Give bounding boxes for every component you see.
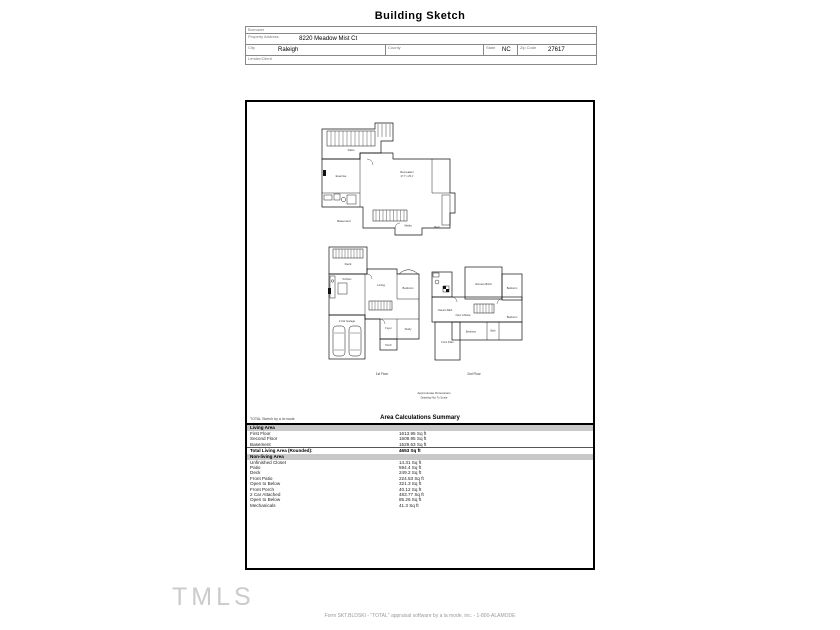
software-branding: TOTAL Sketch by a la mode (250, 417, 295, 421)
basement-plan (322, 123, 455, 235)
first-floor-caption: 1st Floor (375, 372, 389, 376)
row-value: 1529.53 Sq ft (399, 441, 427, 447)
row-value: 41.3 Sq ft (399, 502, 419, 508)
basement-main-dims: 27.7' x 25.1' (400, 175, 414, 178)
second-bath-label: Bath (490, 329, 496, 333)
row-label: Unfinished Closet (250, 459, 287, 465)
total-value: 4653 Sq ft (399, 447, 421, 453)
city-cell (246, 45, 386, 55)
row-label: Deck (250, 470, 261, 476)
zip-value: 27617 (548, 47, 565, 53)
row-value: 85.26 Sq ft (399, 497, 422, 503)
row-label: Mechanicals (250, 502, 276, 508)
first-kitchen-label: Kitchen (342, 278, 352, 281)
row-value: 1509.95 Sq ft (399, 436, 427, 442)
second-open-below-label: Open to Below (455, 315, 471, 317)
nonliving-area-header: Non-living Area (247, 454, 593, 460)
property-address-label: Property Address (248, 34, 279, 39)
city-value: Raleigh (278, 47, 299, 53)
row-value: 321.3 Sq ft (399, 481, 422, 487)
row-label: 2 Car Attached (250, 491, 281, 497)
county-cell (386, 45, 484, 55)
state-label: State (486, 45, 496, 50)
tmls-watermark: TMLS (172, 583, 255, 611)
basement-left-room-label: Exercise (335, 174, 347, 178)
state-value: NC (502, 47, 511, 53)
row-label: Patio (250, 464, 261, 470)
lender-row (246, 56, 596, 64)
summary-headline (247, 415, 593, 423)
second-bedroom-br-label: Bedroom (506, 316, 518, 319)
second-bedroom-tr-label: Bedroom (506, 287, 518, 290)
first-floor-plan (328, 247, 419, 376)
city-state-zip-row (246, 45, 596, 56)
second-owners-bdrm-label: Owners Bdrm (474, 282, 493, 286)
county-label: County (388, 45, 401, 50)
first-foyer-label: Foyer (385, 327, 392, 330)
row-value: 594.4 Sq ft (399, 464, 422, 470)
lender-label: Lender/Client (248, 56, 272, 61)
row-label: First Floor (250, 430, 271, 436)
row-label: Open to Below (250, 481, 281, 487)
row-value: 1613.95 Sq ft (399, 430, 427, 436)
property-info-table (245, 26, 597, 65)
row-value: 224.53 Sq ft (399, 475, 424, 481)
first-deck-label: Deck (344, 262, 352, 266)
sketch-disclaimer-1: Approximate Dimensions (417, 391, 451, 395)
second-floor-plan (432, 267, 522, 376)
summary-title: Area Calculations Summary (380, 415, 460, 421)
second-bedroom-b-label: Bedroom (465, 330, 477, 334)
nonliving-row-mechanicals (247, 503, 593, 508)
sketch-area (245, 100, 595, 570)
total-label: Total Living Area (Rounded): (250, 447, 313, 453)
first-porch-label: Porch (385, 344, 392, 347)
living-area-header: Living Area (247, 425, 593, 431)
second-front-patio-label: Front Patio (441, 341, 454, 344)
row-label: Front Porch (250, 486, 274, 492)
basement-media-label: Media (404, 224, 412, 228)
zip-label: Zip Code (520, 45, 537, 50)
page-title: Building Sketch (374, 10, 466, 22)
total-living-area-row (247, 447, 593, 454)
property-address-value: 8220 Meadow Mist Ct (299, 36, 358, 42)
city-label: City (248, 45, 255, 50)
row-value: 14.31 Sq ft (399, 459, 422, 465)
basement-mech-label: Mech (434, 226, 440, 229)
first-garage-label: 2 Car Garage (338, 320, 356, 323)
first-study-label: Study (404, 328, 412, 331)
borrower-row (246, 27, 596, 34)
row-label: Front Patio (250, 475, 273, 481)
property-address-row (246, 34, 596, 45)
row-value: 40.12 Sq ft (399, 486, 422, 492)
first-living-label: Living (377, 283, 385, 287)
first-bedroom-label: Bedroom (402, 287, 414, 290)
basement-patio-label: Patio (347, 148, 355, 152)
basement-main-room-label: Recreation (400, 170, 414, 174)
form-footer: Form SKT.BLDSKI - "TOTAL" appraisal software by a la mode, inc. - 1-800-ALAMODE (324, 613, 516, 619)
zip-cell (518, 45, 596, 55)
sketch-disclaimer-2: Drawing Not To Scale (420, 395, 448, 400)
row-label: Second Floor (250, 436, 278, 442)
row-value: 483.77 Sq ft (399, 491, 424, 497)
borrower-label: Borrower (248, 27, 265, 32)
state-cell (484, 45, 518, 55)
basement-caption: Basement (337, 219, 351, 223)
row-value: 249.2 Sq ft (399, 470, 422, 476)
row-label: Open to Below (250, 497, 281, 503)
area-calculations-summary (247, 415, 593, 508)
second-owners-bath-label: Owners Bath (437, 309, 453, 312)
row-label: Basement (250, 441, 271, 447)
second-floor-caption: 2nd Floor (467, 372, 481, 376)
